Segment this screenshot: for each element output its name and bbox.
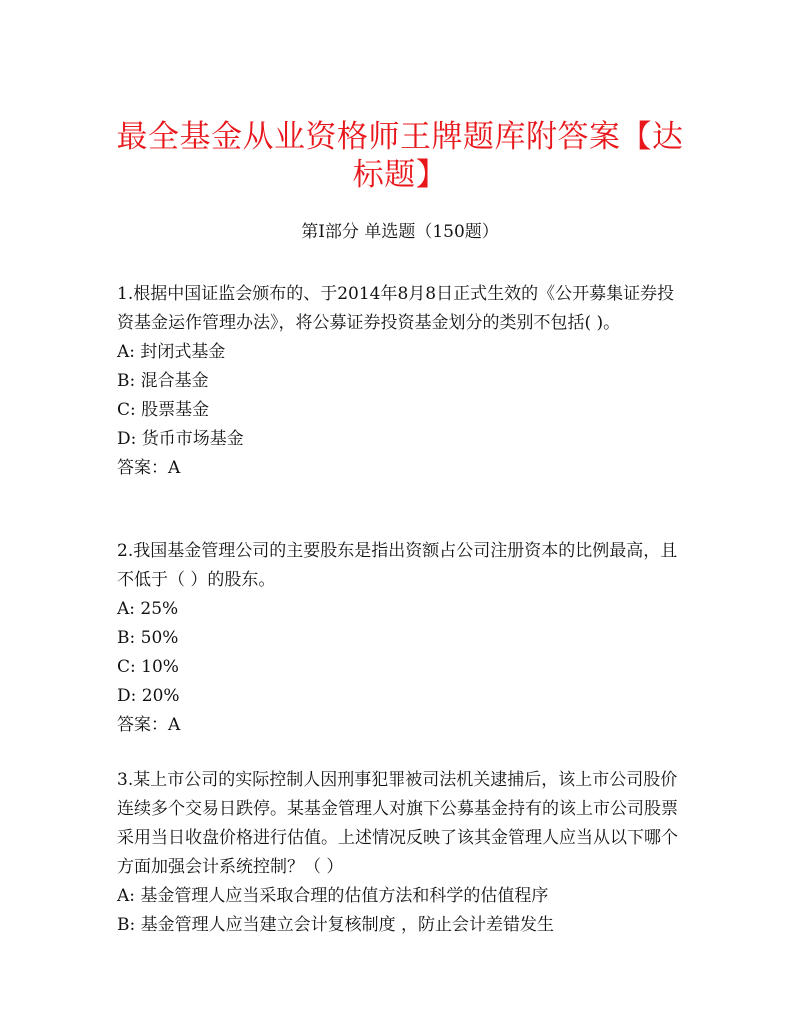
option-c: C: 股票基金	[117, 400, 210, 420]
answer: 答案：A	[117, 458, 181, 478]
option-d: D: 20%	[117, 686, 180, 706]
option-d: D: 货币市场基金	[117, 429, 244, 449]
question-stem: 2.我国基金管理公司的主要股东是指出资额占公司注册资本的比例最高，且不低于（ ）的股东。	[117, 541, 678, 590]
option-a: A: 封闭式基金	[117, 342, 226, 362]
question-2	[117, 537, 687, 740]
option-b: B: 基金管理人应当建立会计复核制度 ，防止会计差错发生	[117, 915, 555, 935]
question-1	[117, 280, 687, 483]
option-b: B: 50%	[117, 628, 179, 648]
question-stem: 1.根据中国证监会颁布的、于2014年8月8日正式生效的《公开募集证券投资基金运作管理办法》，将公募证券投资基金划分的类别不包括( )。	[117, 284, 675, 333]
option-b: B: 混合基金	[117, 371, 209, 391]
question-stem: 3.某上市公司的实际控制人因刑事犯罪被司法机关逮捕后，该上市公司股价连续多个交易日跌停。某基金管理人对旗下公募基金持有的该上市公司股票采用当日收盘价格进行估值。上述情况反映了该其金管理人应当从以下哪个方面加强会计系统控制？（ ）	[117, 770, 678, 877]
document-title: 最全基金从业资格师王牌题库附答案【达标题】	[116, 119, 684, 193]
answer: 答案：A	[117, 715, 181, 735]
option-a: A: 基金管理人应当采取合理的估值方法和科学的估值程序	[117, 886, 549, 906]
option-c: C: 10%	[117, 657, 179, 677]
section-header: 第Ⅰ部分 单选题（150题）	[301, 222, 499, 242]
option-a: A: 25%	[117, 599, 179, 619]
question-3	[117, 766, 687, 940]
